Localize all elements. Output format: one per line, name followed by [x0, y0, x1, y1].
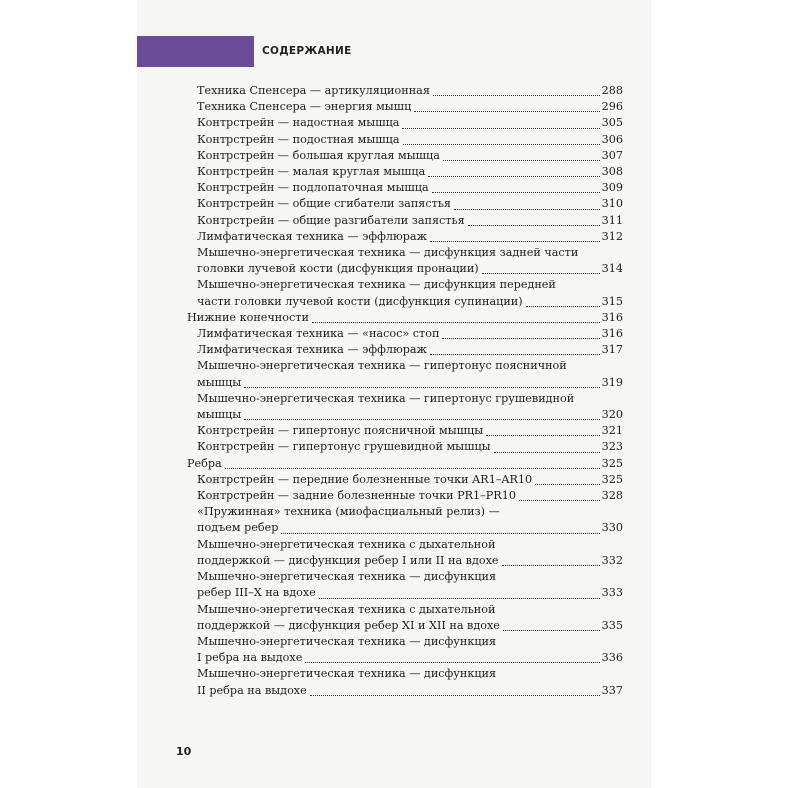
dot-leader — [305, 662, 599, 663]
toc-entry — [187, 423, 623, 439]
toc-entry — [187, 439, 623, 455]
toc-entry-label: Техника Спенсера — энергия мышц — [197, 100, 412, 114]
toc-entry — [187, 148, 623, 164]
toc-page-number: 316 — [601, 310, 623, 324]
dot-leader — [312, 322, 600, 323]
toc-entry-label: Лимфатическая техника — эффлюраж — [197, 229, 427, 243]
toc-entry — [187, 196, 623, 212]
toc-entry-label: Контрстрейн — общие разгибатели запястья — [197, 213, 465, 227]
dot-leader — [225, 468, 600, 469]
toc-page-number: 336 — [601, 651, 623, 665]
toc-page-number: 307 — [601, 148, 623, 162]
dot-leader — [442, 338, 599, 339]
dot-leader — [443, 160, 600, 161]
toc-page-number: 306 — [601, 132, 623, 146]
toc-page-number: 315 — [601, 294, 623, 308]
toc-entry-label: Контрстрейн — передние болезненные точки AR1–AR10 — [197, 472, 533, 486]
dot-leader — [403, 144, 600, 145]
toc-entry-label: II ребра на выдохе — [197, 683, 307, 697]
toc-section-entry — [187, 310, 623, 326]
dot-leader — [244, 419, 600, 420]
toc-page-number: 317 — [601, 343, 623, 357]
toc-entry-label: головки лучевой кости (дисфункция пронации) — [197, 262, 479, 276]
toc-entry-label-line1: Мышечно-энергетическая техника с дыхательной — [197, 602, 496, 616]
toc-entry — [187, 537, 623, 569]
toc-entry — [187, 666, 623, 698]
dot-leader — [319, 598, 600, 599]
toc-page-number: 312 — [601, 229, 623, 243]
dot-leader — [432, 192, 600, 193]
dot-leader — [494, 452, 600, 453]
toc-entry — [187, 602, 623, 634]
page-number: 10 — [176, 745, 192, 758]
toc-page-number: 319 — [601, 375, 623, 389]
toc-entry-label: Контрстрейн — большая круглая мышца — [197, 148, 440, 162]
dot-leader — [430, 354, 600, 355]
toc-entry — [187, 326, 623, 342]
toc-page-number: 337 — [601, 683, 623, 697]
toc-entry — [187, 229, 623, 245]
toc-section-entry — [187, 456, 623, 472]
toc-entry-label: I ребра на выдохе — [197, 651, 303, 665]
toc-entry-label: Контрстрейн — гипертонус поясничной мышцы — [197, 424, 484, 438]
toc-page-number: 314 — [601, 262, 623, 276]
toc-entry-label: мышцы — [197, 408, 242, 422]
toc-entry — [187, 180, 623, 196]
toc-entry-label-line1: Мышечно-энергетическая техника — дисфункция задней части — [197, 246, 579, 260]
dot-leader — [526, 306, 600, 307]
toc-entry — [187, 132, 623, 148]
toc-entry-label: поддержкой — дисфункция ребер XI и XII на вдохе — [197, 618, 500, 632]
toc-page-number: 332 — [601, 553, 623, 567]
toc-page-number: 308 — [601, 165, 623, 179]
toc-entry — [187, 245, 623, 277]
toc-entry — [187, 488, 623, 504]
toc-entry-label: Контрстрейн — задние болезненные точки PR1–PR10 — [197, 489, 516, 503]
toc-entry-label: Контрстрейн — малая круглая мышца — [197, 165, 426, 179]
toc-entry — [187, 213, 623, 229]
toc-entry-label: подъем ребер — [197, 521, 279, 535]
toc-entry-label: Лимфатическая техника — эффлюраж — [197, 343, 427, 357]
toc-page-number: 288 — [601, 84, 623, 97]
dot-leader — [428, 176, 599, 177]
toc-entry-label-line1: Мышечно-энергетическая техника — дисфункция — [197, 634, 497, 648]
toc-entry — [187, 634, 623, 666]
toc-entry-label-line1: Мышечно-энергетическая техника с дыхательной — [197, 537, 496, 551]
table-of-contents — [187, 83, 623, 699]
toc-page-number: 333 — [601, 586, 623, 600]
toc-entry-label: Нижние конечности — [187, 310, 309, 324]
toc-page-number: 321 — [601, 424, 623, 438]
toc-page-number: 311 — [601, 213, 623, 227]
toc-entry — [187, 504, 623, 536]
toc-entry — [187, 342, 623, 358]
toc-entry-label-line1: Мышечно-энергетическая техника — дисфункция передней — [197, 278, 556, 292]
dot-leader — [430, 241, 600, 242]
toc-entry-label: Ребра — [187, 456, 222, 470]
toc-entry-label: ребер III–X на вдохе — [197, 586, 316, 600]
toc-entry — [187, 391, 623, 423]
toc-entry — [187, 115, 623, 131]
dot-leader — [468, 225, 600, 226]
toc-page-number: 330 — [601, 521, 623, 535]
toc-entry — [187, 358, 623, 390]
toc-page-number: 305 — [601, 116, 623, 130]
toc-entry — [187, 569, 623, 601]
dot-leader — [486, 435, 600, 436]
dot-leader — [535, 484, 600, 485]
toc-entry-label: Контрстрейн — подостная мышца — [197, 132, 400, 146]
toc-page-number: 323 — [601, 440, 623, 454]
toc-page-number: 320 — [601, 408, 623, 422]
dot-leader — [503, 630, 600, 631]
dot-leader — [402, 128, 599, 129]
dot-leader — [414, 111, 599, 112]
toc-page-number: 309 — [601, 181, 623, 195]
toc-entry-label: Техника Спенсера — артикуляционная — [197, 84, 430, 97]
toc-entry-label: поддержкой — дисфункция ребер I или II на вдохе — [197, 553, 499, 567]
toc-entry-label-line1: Мышечно-энергетическая техника — дисфункция — [197, 570, 497, 584]
toc-entry-label: Контрстрейн — общие сгибатели запястья — [197, 197, 451, 211]
toc-entry — [187, 164, 623, 180]
dot-leader — [310, 695, 600, 696]
dot-leader — [244, 387, 600, 388]
toc-entry-label-line1: Мышечно-энергетическая техника — гипертонус грушевидной — [197, 391, 575, 405]
toc-entry-label: Лимфатическая техника — «насос» стоп — [197, 327, 440, 341]
toc-entry-label: части головки лучевой кости (дисфункция супинации) — [197, 294, 523, 308]
toc-page-number: 335 — [601, 618, 623, 632]
dot-leader — [454, 209, 600, 210]
toc-entry — [187, 472, 623, 488]
toc-entry — [187, 99, 623, 115]
toc-entry — [187, 277, 623, 309]
dot-leader — [519, 500, 600, 501]
toc-page-number: 310 — [601, 197, 623, 211]
toc-page-number: 328 — [601, 489, 623, 503]
dot-leader — [482, 273, 600, 274]
dot-leader — [281, 533, 599, 534]
dot-leader — [433, 95, 600, 96]
running-header-title: СОДЕРЖАНИЕ — [262, 45, 352, 57]
toc-page-number: 325 — [601, 472, 623, 486]
toc-entry — [187, 83, 623, 99]
toc-entry-label: мышцы — [197, 375, 242, 389]
toc-page-number: 296 — [601, 100, 623, 114]
header-color-bar — [137, 36, 254, 67]
toc-page-number: 325 — [601, 456, 623, 470]
dot-leader — [502, 565, 600, 566]
toc-entry-label-line1: Мышечно-энергетическая техника — гипертонус поясничной — [197, 359, 567, 373]
toc-entry-label: Контрстрейн — гипертонус грушевидной мышцы — [197, 440, 491, 454]
toc-entry-label-line1: Мышечно-энергетическая техника — дисфункция — [197, 667, 497, 681]
toc-entry-label: Контрстрейн — надостная мышца — [197, 116, 400, 130]
toc-page-number: 316 — [601, 327, 623, 341]
toc-entry-label: Контрстрейн — подлопаточная мышца — [197, 181, 429, 195]
toc-entry-label-line1: «Пружинная» техника (миофасциальный релиз) — — [197, 505, 500, 519]
